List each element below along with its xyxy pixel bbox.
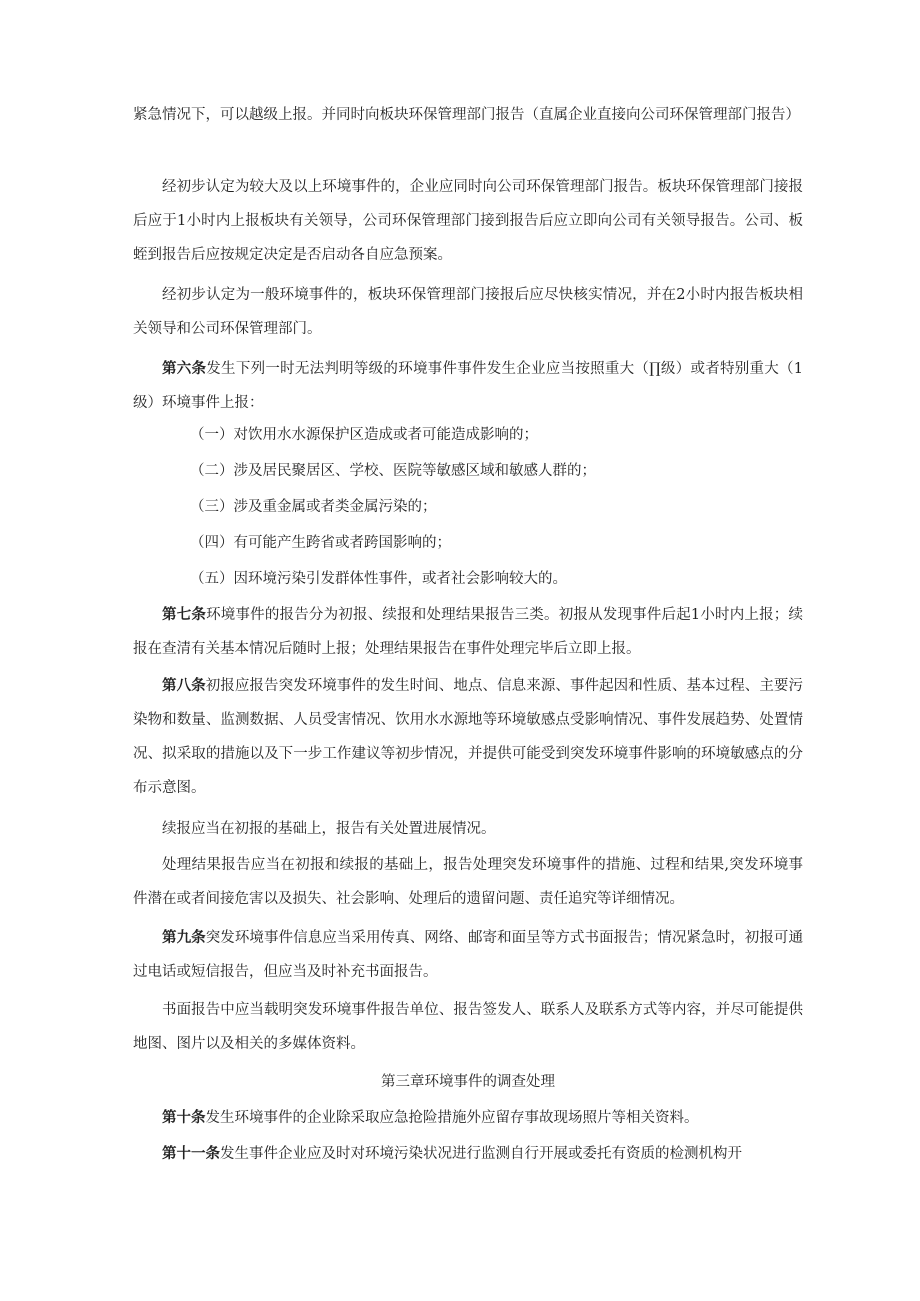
article-11 <box>133 1137 803 1171</box>
paragraph-result-report: 处理结果报告应当在初报和续报的基础上，报告处理突发环境事件的措施、过程和结果,突发环境事件潜在或者间接危害以及损失、社会影响、处理后的遗留问题、责任追究等详细情况。 <box>133 857 803 907</box>
article-8 <box>133 669 803 805</box>
article-6-text: 发生下列一时无法判明等级的环境事件事件发生企业应当按照重大（∏级）或者特别重大（1级）环境事件上报： <box>133 361 804 411</box>
article-6 <box>133 352 803 420</box>
list-item: （二）涉及居民聚居区、学校、医院等敏感区域和敏感人群的； <box>190 463 596 479</box>
article-8-label: 第八条 <box>162 677 206 694</box>
chapter-heading: 第三章环境事件的调查处理 <box>381 1074 555 1090</box>
list-item: （三）涉及重金属或者类金属污染的； <box>190 499 437 515</box>
article-10-label: 第十条 <box>162 1109 206 1126</box>
paragraph-general-events: 经初步认定为一般环境事件的，板块环保管理部门接报后应尽快核实情况，并在2小时内报告板块相关领导和公司环保管理部门。 <box>133 287 803 337</box>
article-9-text: 突发环境事件信息应当采用传真、网络、邮寄和面呈等方式书面报告；情况紧急时，初报可通过电话或短信报告，但应当及时补充书面报告。 <box>133 930 804 980</box>
article-9 <box>133 921 803 989</box>
list-item: （一）对饮用水水源保护区造成或者可能造成影响的； <box>190 427 538 443</box>
paragraph-major-events: 经初步认定为较大及以上环境事件的，企业应同时向公司环保管理部门报告。板块环保管理部门接报后应于1小时内上报板块有关领导，公司环保管理部门接到报告后应立即向公司有关领导报告。公司、板蛭到报告后应按规定决定是否启动各自应急预案。 <box>133 179 803 263</box>
article-7-text: 环境事件的报告分为初报、续报和处理结果报告三类。初报从发现事件后起1小时内上报；续报在查清有关基本情况后随时上报；处理结果报告在事件处理完毕后立即上报。 <box>133 607 803 657</box>
paragraph-escalation: 紧急情况下，可以越级上报。并同时向板块环保管理部门报告（直属企业直接向公司环保管理部门报告） <box>133 107 800 123</box>
article-8-text: 初报应报告突发环境事件的发生时间、地点、信息来源、事件起因和性质、基本过程、主要污染物和数量、监测数据、人员受害情况、饮用水水源地等环境敏感点受影响情况、事件发展趋势、处置情况、拟采取的措施以及下一步工作建议等初步情况，并提供可能受到突发环境事件影响的环境敏感点的分布示意图。 <box>133 678 804 796</box>
list-item: （五）因环境污染引发群体性事件，或者社会影响较大的。 <box>190 571 567 587</box>
paragraph-written-report: 书面报告中应当载明突发环境事件报告单位、报告签发人、联系人及联系方式等内容，并尽可能提供地图、图片以及相关的多媒体资料。 <box>133 1002 803 1052</box>
article-10-text: 发生环境事件的企业除采取应急抢险措施外应留存事故现场照片等相关资料。 <box>205 1110 699 1126</box>
article-11-label: 第十一条 <box>162 1145 220 1162</box>
article-7 <box>133 598 803 666</box>
article-7-label: 第七条 <box>162 606 207 623</box>
article-11-text: 发生事件企业应及时对环境污染状况进行监测自行开展或委托有资质的检测机构开 <box>220 1146 742 1162</box>
article-6-label: 第六条 <box>162 360 207 377</box>
article-9-label: 第九条 <box>162 929 206 946</box>
article-10 <box>133 1101 803 1135</box>
list-item: （四）有可能产生跨省或者跨国影响的； <box>190 535 451 551</box>
paragraph-follow-up-report: 续报应当在初报的基础上，报告有关处置进展情况。 <box>162 821 496 837</box>
